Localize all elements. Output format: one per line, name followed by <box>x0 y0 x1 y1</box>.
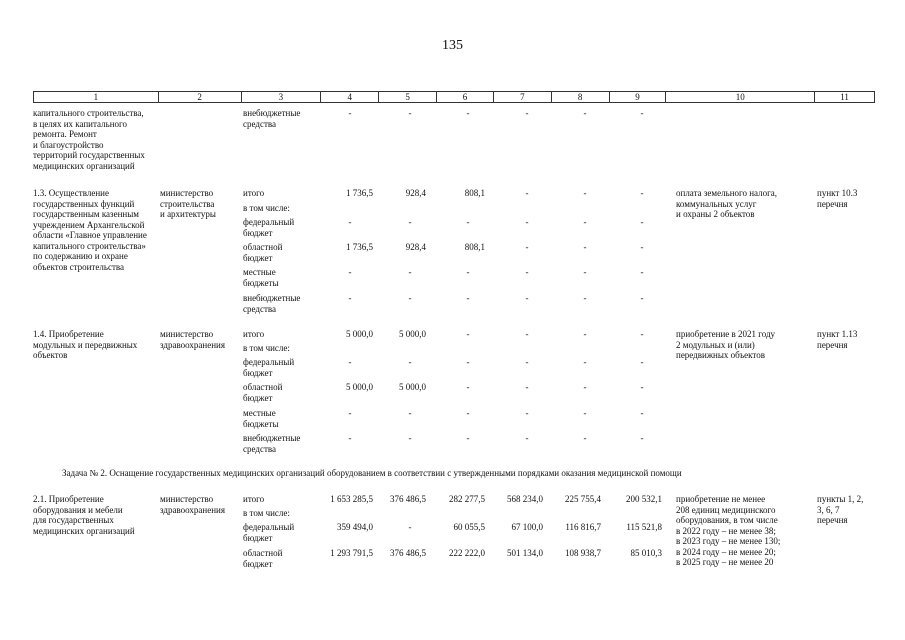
continued-item-name: капитального строительства, в целях их капитального ремонта. Ремонт и благоустройство территорий государственных медицинских организаций <box>33 108 145 171</box>
value-cell: - <box>525 267 529 277</box>
item-1-4-result: приобретение в 2021 году 2 модульных и (или) передвижных объектов <box>676 329 776 360</box>
value-cell: - <box>525 108 529 118</box>
value-cell: 200 532,1 <box>626 494 662 504</box>
value-cell: - <box>348 267 352 277</box>
page-number: 135 <box>442 38 463 53</box>
value-cell: 1 293 791,5 <box>330 548 373 558</box>
header-col-8: 8 <box>552 92 610 102</box>
value-cell: - <box>583 108 587 118</box>
value-cell: - <box>525 357 529 367</box>
value-cell: - <box>466 357 470 367</box>
row-label: местные бюджеты <box>243 408 279 429</box>
value-cell: - <box>408 217 412 227</box>
value-cell: 108 938,7 <box>565 548 601 558</box>
value-cell: 5 000,0 <box>346 329 373 339</box>
value-cell: - <box>466 293 470 303</box>
header-col-4: 4 <box>321 92 379 102</box>
value-cell: 225 755,4 <box>565 494 601 504</box>
item-1-4-executor: министерство здравоохранения <box>160 329 226 350</box>
value-cell: - <box>640 357 644 367</box>
value-cell: - <box>640 293 644 303</box>
value-cell: - <box>640 108 644 118</box>
value-cell: 5 000,0 <box>399 382 426 392</box>
value-cell: 1 736,5 <box>346 242 373 252</box>
value-cell: 501 134,0 <box>507 548 543 558</box>
value-cell: - <box>525 188 529 198</box>
value-cell: - <box>583 357 587 367</box>
value-cell: 85 010,3 <box>630 548 662 558</box>
value-cell: - <box>408 293 412 303</box>
row-label: местные бюджеты <box>243 267 279 288</box>
value-cell: - <box>640 382 644 392</box>
row-label: областной бюджет <box>243 242 283 263</box>
value-cell: - <box>408 357 412 367</box>
value-cell: 60 055,5 <box>453 522 485 532</box>
value-cell: - <box>525 217 529 227</box>
value-cell: - <box>408 267 412 277</box>
value-cell: 376 486,5 <box>390 548 426 558</box>
value-cell: 1 736,5 <box>346 188 373 198</box>
value-cell: - <box>583 188 587 198</box>
value-cell: - <box>466 382 470 392</box>
item-2-1-executor: министерство здравоохранения <box>160 494 226 515</box>
item-1-3-reference: пункт 10.3 перечня <box>817 188 858 209</box>
value-cell: 808,1 <box>464 242 485 252</box>
item-1-3-name: 1.3. Осуществление государственных функций государственным казенным учреждением Архангельской области «Главное управление капитального строительства» по содержанию и охране объектов строительства <box>33 188 147 272</box>
value-cell: - <box>640 329 644 339</box>
value-cell: - <box>408 522 412 532</box>
header-col-1: 1 <box>34 92 159 102</box>
row-label: итого <box>243 494 265 504</box>
value-cell: - <box>525 242 529 252</box>
value-cell: - <box>466 433 470 443</box>
value-cell: - <box>525 382 529 392</box>
value-cell: - <box>583 293 587 303</box>
value-cell: - <box>583 267 587 277</box>
value-cell: - <box>583 382 587 392</box>
row-label: областной бюджет <box>243 548 283 569</box>
value-cell: - <box>640 217 644 227</box>
value-cell: - <box>583 433 587 443</box>
value-cell: 5 000,0 <box>399 329 426 339</box>
item-1-3-executor: министерство строительства и архитектуры <box>160 188 216 219</box>
value-cell: - <box>348 293 352 303</box>
value-cell: 808,1 <box>464 188 485 198</box>
header-col-2: 2 <box>159 92 242 102</box>
row-label: в том числе: <box>243 343 290 353</box>
value-cell: - <box>640 188 644 198</box>
value-cell: - <box>525 408 529 418</box>
row-label: федеральный бюджет <box>243 217 295 238</box>
value-cell: - <box>466 329 470 339</box>
value-cell: 5 000,0 <box>346 382 373 392</box>
value-cell: - <box>466 217 470 227</box>
row-label: в том числе: <box>243 203 290 213</box>
value-cell: - <box>583 217 587 227</box>
task-2-heading: Задача № 2. Оснащение государственных медицинских организаций оборудованием в соответствии с утвержденными порядками оказания медицинской помощи <box>62 468 682 478</box>
header-col-5: 5 <box>379 92 437 102</box>
row-label: областной бюджет <box>243 382 283 403</box>
value-cell: - <box>466 267 470 277</box>
value-cell: - <box>583 329 587 339</box>
row-label: федеральный бюджет <box>243 357 295 378</box>
value-cell: - <box>640 242 644 252</box>
value-cell: 116 816,7 <box>565 522 601 532</box>
value-cell: - <box>525 329 529 339</box>
value-cell: 1 653 285,5 <box>330 494 373 504</box>
value-cell: - <box>408 108 412 118</box>
value-cell: - <box>348 217 352 227</box>
continued-label: внебюджетные средства <box>243 108 301 129</box>
value-cell: - <box>466 408 470 418</box>
item-1-3-result: оплата земельного налога, коммунальных услуг и охраны 2 объектов <box>676 188 778 219</box>
value-cell: - <box>348 433 352 443</box>
value-cell: 222 222,0 <box>449 548 485 558</box>
item-2-1-result: приобретение не менее 208 единиц медицинского оборудования, в том числе в 2022 году – не менее 38; в 2023 году – не менее 130; в 2024 году – не менее 20; в 2025 году – не менее 20 <box>676 494 781 567</box>
value-cell: - <box>348 108 352 118</box>
value-cell: 928,4 <box>405 188 426 198</box>
value-cell: - <box>348 357 352 367</box>
value-cell: 568 234,0 <box>507 494 543 504</box>
header-col-3: 3 <box>242 92 322 102</box>
header-col-11: 11 <box>840 92 849 102</box>
value-cell: - <box>583 408 587 418</box>
row-label: итого <box>243 329 265 339</box>
value-cell: - <box>525 293 529 303</box>
header-col-9: 9 <box>610 92 667 102</box>
row-label: внебюджетные средства <box>243 293 301 314</box>
table-header-row <box>33 91 875 103</box>
row-label: внебюджетные средства <box>243 433 301 454</box>
value-cell: - <box>408 433 412 443</box>
value-cell: - <box>466 108 470 118</box>
value-cell: 67 100,0 <box>511 522 543 532</box>
row-label: в том числе: <box>243 508 290 518</box>
value-cell: - <box>583 242 587 252</box>
value-cell: 376 486,5 <box>390 494 426 504</box>
value-cell: - <box>640 433 644 443</box>
value-cell: 359 494,0 <box>337 522 373 532</box>
row-label: федеральный бюджет <box>243 522 295 543</box>
value-cell: - <box>640 267 644 277</box>
header-col-6: 6 <box>437 92 494 102</box>
item-2-1-name: 2.1. Приобретение оборудования и мебели для государственных медицинских организаций <box>33 494 135 536</box>
value-cell: - <box>640 408 644 418</box>
item-2-1-reference: пункты 1, 2, 3, 6, 7 перечня <box>817 494 864 525</box>
header-col-10: 10 <box>666 92 815 102</box>
value-cell: - <box>525 433 529 443</box>
value-cell: 115 521,8 <box>626 522 662 532</box>
row-label: итого <box>243 188 265 198</box>
value-cell: 928,4 <box>405 242 426 252</box>
value-cell: - <box>408 408 412 418</box>
item-1-4-name: 1.4. Приобретение модульных и передвижных объектов <box>33 329 138 360</box>
value-cell: 282 277,5 <box>449 494 485 504</box>
item-1-4-reference: пункт 1.13 перечня <box>817 329 858 350</box>
value-cell: - <box>348 408 352 418</box>
header-col-7: 7 <box>494 92 552 102</box>
